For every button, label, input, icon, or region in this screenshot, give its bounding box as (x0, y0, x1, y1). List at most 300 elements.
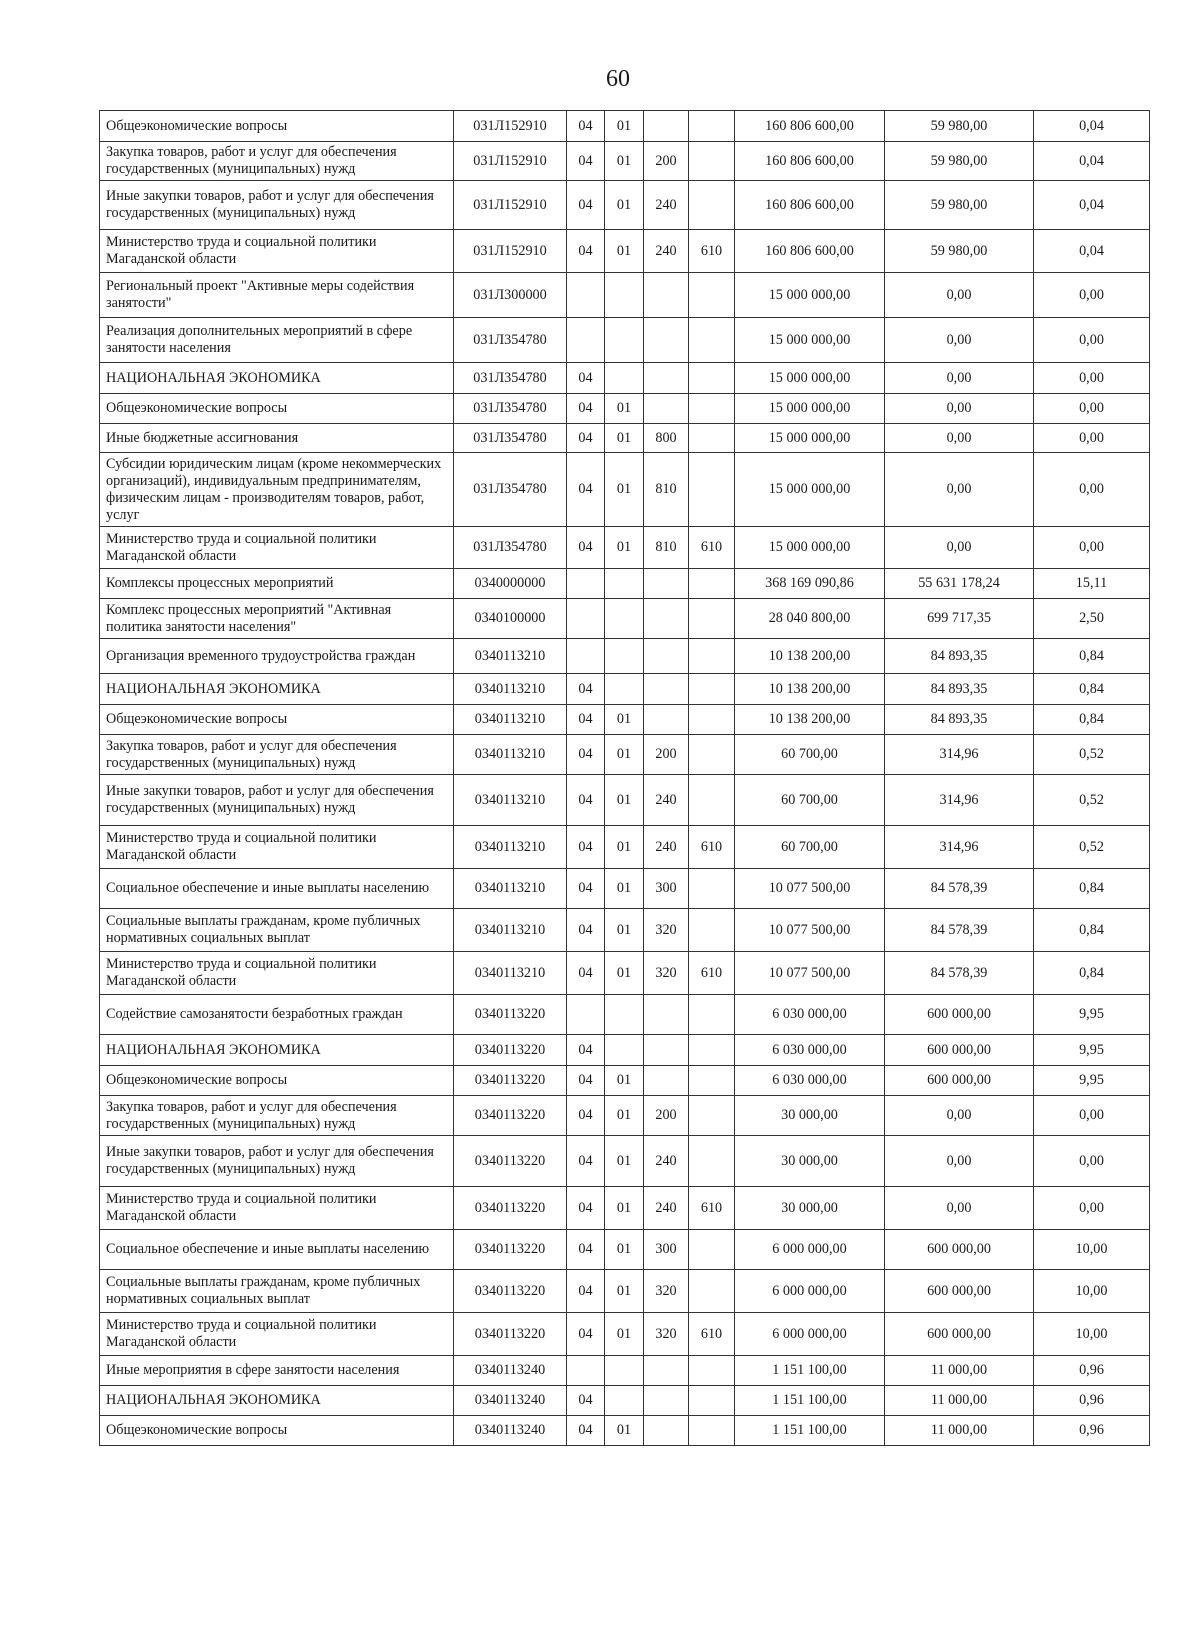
table-row (100, 1386, 1150, 1416)
cell-name: Министерство труда и социальной политики Магаданской области (100, 1313, 454, 1356)
cell-percent: 0,04 (1034, 181, 1150, 230)
cell-target-code: 0340000000 (454, 569, 567, 599)
table-row (100, 909, 1150, 952)
cell-subsection: 01 (605, 869, 644, 909)
cell-name: НАЦИОНАЛЬНАЯ ЭКОНОМИКА (100, 674, 454, 705)
cell-subsection: 01 (605, 705, 644, 735)
cell-expense-type (644, 639, 689, 674)
cell-planned-amount: 60 700,00 (735, 826, 885, 869)
cell-subsection: 01 (605, 424, 644, 453)
cell-administrator (689, 735, 735, 775)
table-row (100, 1066, 1150, 1096)
cell-administrator (689, 142, 735, 181)
cell-percent: 0,52 (1034, 826, 1150, 869)
cell-expense-type: 810 (644, 453, 689, 527)
cell-expense-type (644, 363, 689, 394)
cell-section (567, 639, 605, 674)
cell-target-code: 031Л152910 (454, 142, 567, 181)
cell-actual-amount: 314,96 (885, 735, 1034, 775)
cell-target-code: 0340113210 (454, 775, 567, 826)
table-row (100, 1313, 1150, 1356)
cell-name: Содействие самозанятости безработных граждан (100, 995, 454, 1035)
cell-name: Общеэкономические вопросы (100, 1416, 454, 1446)
cell-subsection (605, 1035, 644, 1066)
cell-section: 04 (567, 230, 605, 273)
cell-planned-amount: 10 077 500,00 (735, 952, 885, 995)
cell-planned-amount: 10 138 200,00 (735, 674, 885, 705)
cell-expense-type (644, 1386, 689, 1416)
cell-actual-amount: 0,00 (885, 394, 1034, 424)
cell-percent: 0,00 (1034, 1187, 1150, 1230)
cell-subsection: 01 (605, 909, 644, 952)
cell-expense-type: 200 (644, 1096, 689, 1136)
table-row (100, 363, 1150, 394)
table-row (100, 1187, 1150, 1230)
cell-administrator (689, 1035, 735, 1066)
cell-subsection: 01 (605, 453, 644, 527)
cell-percent: 0,00 (1034, 318, 1150, 363)
cell-target-code: 0340100000 (454, 599, 567, 639)
cell-expense-type: 810 (644, 527, 689, 569)
cell-section: 04 (567, 1066, 605, 1096)
cell-target-code: 031Л354780 (454, 318, 567, 363)
cell-section: 04 (567, 869, 605, 909)
cell-administrator (689, 1096, 735, 1136)
cell-actual-amount: 600 000,00 (885, 1313, 1034, 1356)
table-row (100, 705, 1150, 735)
cell-subsection: 01 (605, 142, 644, 181)
table-row (100, 111, 1150, 142)
cell-subsection: 01 (605, 735, 644, 775)
cell-actual-amount: 600 000,00 (885, 1066, 1034, 1096)
cell-name: Иные закупки товаров, работ и услуг для обеспечения государственных (муниципальных) нужд (100, 181, 454, 230)
cell-percent: 0,04 (1034, 230, 1150, 273)
cell-target-code: 031Л354780 (454, 527, 567, 569)
cell-target-code: 031Л152910 (454, 111, 567, 142)
cell-administrator (689, 181, 735, 230)
cell-actual-amount: 0,00 (885, 1096, 1034, 1136)
cell-name: Министерство труда и социальной политики Магаданской области (100, 230, 454, 273)
table-row (100, 394, 1150, 424)
cell-actual-amount: 84 893,35 (885, 639, 1034, 674)
cell-section: 04 (567, 909, 605, 952)
cell-administrator (689, 363, 735, 394)
table-row (100, 1035, 1150, 1066)
cell-expense-type: 240 (644, 775, 689, 826)
cell-planned-amount: 15 000 000,00 (735, 527, 885, 569)
cell-administrator: 610 (689, 1313, 735, 1356)
cell-target-code: 031Л300000 (454, 273, 567, 318)
cell-expense-type: 240 (644, 1136, 689, 1187)
cell-expense-type: 240 (644, 230, 689, 273)
cell-percent: 9,95 (1034, 1066, 1150, 1096)
cell-percent: 0,00 (1034, 363, 1150, 394)
cell-subsection: 01 (605, 1270, 644, 1313)
cell-planned-amount: 368 169 090,86 (735, 569, 885, 599)
cell-percent: 0,84 (1034, 909, 1150, 952)
cell-percent: 0,84 (1034, 952, 1150, 995)
cell-percent: 0,96 (1034, 1356, 1150, 1386)
cell-name: НАЦИОНАЛЬНАЯ ЭКОНОМИКА (100, 1386, 454, 1416)
cell-section: 04 (567, 705, 605, 735)
table-row (100, 1416, 1150, 1446)
cell-name: Общеэкономические вопросы (100, 111, 454, 142)
cell-administrator: 610 (689, 527, 735, 569)
cell-percent: 0,96 (1034, 1386, 1150, 1416)
table-row (100, 952, 1150, 995)
cell-planned-amount: 160 806 600,00 (735, 142, 885, 181)
cell-subsection: 01 (605, 775, 644, 826)
cell-actual-amount: 600 000,00 (885, 995, 1034, 1035)
cell-percent: 10,00 (1034, 1230, 1150, 1270)
cell-percent: 0,00 (1034, 394, 1150, 424)
cell-name: Реализация дополнительных мероприятий в сфере занятости населения (100, 318, 454, 363)
cell-expense-type: 200 (644, 735, 689, 775)
table-row (100, 1270, 1150, 1313)
cell-name: Общеэкономические вопросы (100, 1066, 454, 1096)
cell-section: 04 (567, 111, 605, 142)
cell-administrator (689, 424, 735, 453)
cell-actual-amount: 84 893,35 (885, 705, 1034, 735)
table-row (100, 230, 1150, 273)
cell-expense-type: 320 (644, 952, 689, 995)
cell-planned-amount: 60 700,00 (735, 775, 885, 826)
table-row (100, 1096, 1150, 1136)
cell-administrator (689, 705, 735, 735)
cell-actual-amount: 0,00 (885, 318, 1034, 363)
cell-administrator: 610 (689, 952, 735, 995)
cell-section: 04 (567, 527, 605, 569)
cell-planned-amount: 10 077 500,00 (735, 909, 885, 952)
cell-actual-amount: 314,96 (885, 826, 1034, 869)
cell-section (567, 995, 605, 1035)
cell-administrator (689, 318, 735, 363)
cell-planned-amount: 160 806 600,00 (735, 111, 885, 142)
cell-target-code: 031Л152910 (454, 230, 567, 273)
cell-section: 04 (567, 1416, 605, 1446)
cell-section: 04 (567, 674, 605, 705)
cell-name: Иные бюджетные ассигнования (100, 424, 454, 453)
cell-name: Закупка товаров, работ и услуг для обеспечения государственных (муниципальных) нужд (100, 1096, 454, 1136)
cell-subsection (605, 674, 644, 705)
cell-subsection (605, 1386, 644, 1416)
cell-target-code: 031Л354780 (454, 363, 567, 394)
cell-name: Региональный проект "Активные меры содействия занятости" (100, 273, 454, 318)
table-row (100, 142, 1150, 181)
cell-target-code: 0340113210 (454, 952, 567, 995)
cell-planned-amount: 15 000 000,00 (735, 453, 885, 527)
cell-section: 04 (567, 394, 605, 424)
cell-subsection (605, 599, 644, 639)
cell-name: Комплекс процессных мероприятий "Активная политика занятости населения" (100, 599, 454, 639)
cell-subsection: 01 (605, 181, 644, 230)
cell-percent: 0,96 (1034, 1416, 1150, 1446)
cell-administrator (689, 1386, 735, 1416)
cell-planned-amount: 1 151 100,00 (735, 1386, 885, 1416)
cell-expense-type: 320 (644, 1270, 689, 1313)
cell-actual-amount: 84 578,39 (885, 952, 1034, 995)
cell-subsection (605, 995, 644, 1035)
cell-target-code: 0340113220 (454, 1066, 567, 1096)
cell-target-code: 0340113210 (454, 705, 567, 735)
cell-expense-type (644, 674, 689, 705)
cell-actual-amount: 600 000,00 (885, 1230, 1034, 1270)
cell-target-code: 0340113220 (454, 1136, 567, 1187)
cell-section: 04 (567, 1313, 605, 1356)
cell-percent: 9,95 (1034, 1035, 1150, 1066)
cell-section: 04 (567, 1136, 605, 1187)
cell-target-code: 0340113220 (454, 1270, 567, 1313)
cell-planned-amount: 10 138 200,00 (735, 705, 885, 735)
cell-administrator (689, 909, 735, 952)
cell-subsection: 01 (605, 1230, 644, 1270)
cell-target-code: 0340113210 (454, 674, 567, 705)
cell-percent: 0,52 (1034, 735, 1150, 775)
cell-subsection: 01 (605, 111, 644, 142)
cell-section (567, 273, 605, 318)
table-row (100, 869, 1150, 909)
cell-subsection: 01 (605, 1187, 644, 1230)
table-row (100, 273, 1150, 318)
cell-target-code: 0340113210 (454, 735, 567, 775)
cell-expense-type: 320 (644, 1313, 689, 1356)
cell-administrator: 610 (689, 826, 735, 869)
cell-name: Иные мероприятия в сфере занятости населения (100, 1356, 454, 1386)
cell-target-code: 0340113220 (454, 1313, 567, 1356)
cell-name: Министерство труда и социальной политики Магаданской области (100, 826, 454, 869)
cell-planned-amount: 15 000 000,00 (735, 318, 885, 363)
cell-target-code: 0340113210 (454, 826, 567, 869)
cell-target-code: 0340113210 (454, 869, 567, 909)
cell-expense-type (644, 273, 689, 318)
cell-section: 04 (567, 1187, 605, 1230)
cell-expense-type (644, 1416, 689, 1446)
cell-expense-type: 300 (644, 869, 689, 909)
cell-name: Комплексы процессных мероприятий (100, 569, 454, 599)
cell-administrator: 610 (689, 230, 735, 273)
cell-actual-amount: 699 717,35 (885, 599, 1034, 639)
cell-section: 04 (567, 1270, 605, 1313)
cell-percent: 0,84 (1034, 869, 1150, 909)
cell-subsection: 01 (605, 394, 644, 424)
cell-target-code: 0340113240 (454, 1356, 567, 1386)
cell-actual-amount: 11 000,00 (885, 1386, 1034, 1416)
table-row (100, 826, 1150, 869)
cell-section: 04 (567, 424, 605, 453)
cell-target-code: 0340113220 (454, 1035, 567, 1066)
cell-name: Организация временного трудоустройства граждан (100, 639, 454, 674)
cell-subsection: 01 (605, 826, 644, 869)
table-body (100, 111, 1150, 1446)
cell-section: 04 (567, 1386, 605, 1416)
cell-name: Иные закупки товаров, работ и услуг для обеспечения государственных (муниципальных) нужд (100, 1136, 454, 1187)
cell-target-code: 0340113220 (454, 995, 567, 1035)
cell-actual-amount: 0,00 (885, 363, 1034, 394)
cell-target-code: 0340113210 (454, 639, 567, 674)
cell-percent: 0,00 (1034, 1136, 1150, 1187)
cell-planned-amount: 30 000,00 (735, 1136, 885, 1187)
cell-section: 04 (567, 181, 605, 230)
cell-planned-amount: 6 000 000,00 (735, 1230, 885, 1270)
cell-planned-amount: 15 000 000,00 (735, 394, 885, 424)
cell-planned-amount: 6 000 000,00 (735, 1270, 885, 1313)
cell-planned-amount: 28 040 800,00 (735, 599, 885, 639)
cell-expense-type: 320 (644, 909, 689, 952)
cell-subsection (605, 639, 644, 674)
cell-planned-amount: 160 806 600,00 (735, 230, 885, 273)
cell-section: 04 (567, 952, 605, 995)
cell-section (567, 318, 605, 363)
cell-section: 04 (567, 826, 605, 869)
cell-planned-amount: 30 000,00 (735, 1096, 885, 1136)
table-row (100, 1136, 1150, 1187)
cell-expense-type: 240 (644, 1187, 689, 1230)
cell-expense-type (644, 1066, 689, 1096)
cell-planned-amount: 1 151 100,00 (735, 1356, 885, 1386)
cell-planned-amount: 15 000 000,00 (735, 273, 885, 318)
cell-subsection: 01 (605, 952, 644, 995)
cell-actual-amount: 55 631 178,24 (885, 569, 1034, 599)
cell-expense-type: 800 (644, 424, 689, 453)
cell-planned-amount: 10 077 500,00 (735, 869, 885, 909)
cell-section: 04 (567, 1035, 605, 1066)
cell-name: Закупка товаров, работ и услуг для обеспечения государственных (муниципальных) нужд (100, 142, 454, 181)
cell-target-code: 031Л354780 (454, 394, 567, 424)
cell-name: Министерство труда и социальной политики Магаданской области (100, 1187, 454, 1230)
cell-section: 04 (567, 142, 605, 181)
cell-administrator (689, 995, 735, 1035)
cell-percent: 10,00 (1034, 1313, 1150, 1356)
cell-administrator (689, 1066, 735, 1096)
cell-expense-type: 240 (644, 826, 689, 869)
cell-percent: 0,84 (1034, 705, 1150, 735)
cell-administrator (689, 1356, 735, 1386)
cell-expense-type (644, 111, 689, 142)
cell-subsection: 01 (605, 1096, 644, 1136)
cell-subsection: 01 (605, 1066, 644, 1096)
table-row (100, 318, 1150, 363)
cell-target-code: 031Л354780 (454, 453, 567, 527)
cell-expense-type (644, 394, 689, 424)
cell-actual-amount: 11 000,00 (885, 1416, 1034, 1446)
cell-actual-amount: 84 578,39 (885, 869, 1034, 909)
cell-administrator (689, 1136, 735, 1187)
cell-subsection: 01 (605, 230, 644, 273)
cell-expense-type (644, 318, 689, 363)
cell-subsection (605, 569, 644, 599)
table-row (100, 775, 1150, 826)
budget-execution-table (99, 110, 1150, 1446)
table-row (100, 569, 1150, 599)
cell-expense-type (644, 599, 689, 639)
cell-actual-amount: 0,00 (885, 1136, 1034, 1187)
cell-planned-amount: 160 806 600,00 (735, 181, 885, 230)
cell-subsection (605, 273, 644, 318)
cell-name: Социальные выплаты гражданам, кроме публичных нормативных социальных выплат (100, 909, 454, 952)
cell-actual-amount: 59 980,00 (885, 230, 1034, 273)
cell-target-code: 0340113240 (454, 1386, 567, 1416)
cell-subsection (605, 363, 644, 394)
cell-actual-amount: 600 000,00 (885, 1270, 1034, 1313)
cell-percent: 10,00 (1034, 1270, 1150, 1313)
table-row (100, 1230, 1150, 1270)
cell-target-code: 0340113210 (454, 909, 567, 952)
cell-administrator (689, 1270, 735, 1313)
cell-name: НАЦИОНАЛЬНАЯ ЭКОНОМИКА (100, 363, 454, 394)
cell-percent: 0,00 (1034, 273, 1150, 318)
cell-planned-amount: 10 138 200,00 (735, 639, 885, 674)
cell-percent: 0,84 (1034, 639, 1150, 674)
cell-administrator (689, 394, 735, 424)
table-row (100, 424, 1150, 453)
cell-name: Социальные выплаты гражданам, кроме публичных нормативных социальных выплат (100, 1270, 454, 1313)
cell-section: 04 (567, 1096, 605, 1136)
cell-section: 04 (567, 363, 605, 394)
cell-percent: 0,04 (1034, 111, 1150, 142)
cell-section: 04 (567, 775, 605, 826)
cell-name: Социальное обеспечение и иные выплаты населению (100, 1230, 454, 1270)
cell-subsection: 01 (605, 527, 644, 569)
table-row (100, 639, 1150, 674)
table-row (100, 599, 1150, 639)
cell-expense-type (644, 1356, 689, 1386)
cell-percent: 15,11 (1034, 569, 1150, 599)
cell-planned-amount: 15 000 000,00 (735, 424, 885, 453)
cell-subsection: 01 (605, 1313, 644, 1356)
cell-target-code: 0340113220 (454, 1096, 567, 1136)
cell-target-code: 031Л354780 (454, 424, 567, 453)
cell-planned-amount: 6 030 000,00 (735, 1035, 885, 1066)
cell-expense-type: 240 (644, 181, 689, 230)
cell-actual-amount: 84 893,35 (885, 674, 1034, 705)
table-row (100, 995, 1150, 1035)
cell-percent: 9,95 (1034, 995, 1150, 1035)
cell-percent: 0,00 (1034, 1096, 1150, 1136)
cell-name: НАЦИОНАЛЬНАЯ ЭКОНОМИКА (100, 1035, 454, 1066)
cell-planned-amount: 15 000 000,00 (735, 363, 885, 394)
cell-name: Иные закупки товаров, работ и услуг для обеспечения государственных (муниципальных) нужд (100, 775, 454, 826)
cell-actual-amount: 59 980,00 (885, 142, 1034, 181)
cell-expense-type (644, 995, 689, 1035)
table-row (100, 453, 1150, 527)
table-row (100, 181, 1150, 230)
cell-percent: 0,52 (1034, 775, 1150, 826)
cell-planned-amount: 6 030 000,00 (735, 1066, 885, 1096)
page-number: 60 (606, 66, 630, 92)
cell-name: Социальное обеспечение и иные выплаты населению (100, 869, 454, 909)
cell-expense-type (644, 705, 689, 735)
cell-expense-type (644, 1035, 689, 1066)
cell-subsection: 01 (605, 1416, 644, 1446)
cell-planned-amount: 60 700,00 (735, 735, 885, 775)
table-row (100, 674, 1150, 705)
cell-name: Министерство труда и социальной политики Магаданской области (100, 952, 454, 995)
cell-actual-amount: 600 000,00 (885, 1035, 1034, 1066)
cell-section: 04 (567, 453, 605, 527)
cell-actual-amount: 0,00 (885, 273, 1034, 318)
cell-name: Субсидии юридическим лицам (кроме некоммерческих организаций), индивидуальным предпринимателям, физическим лицам - производителям товаров, работ, услуг (100, 453, 454, 527)
cell-administrator: 610 (689, 1187, 735, 1230)
cell-name: Общеэкономические вопросы (100, 394, 454, 424)
cell-percent: 0,04 (1034, 142, 1150, 181)
table-row (100, 527, 1150, 569)
cell-administrator (689, 1230, 735, 1270)
cell-administrator (689, 453, 735, 527)
cell-administrator (689, 869, 735, 909)
cell-administrator (689, 1416, 735, 1446)
cell-actual-amount: 0,00 (885, 527, 1034, 569)
cell-percent: 0,00 (1034, 453, 1150, 527)
